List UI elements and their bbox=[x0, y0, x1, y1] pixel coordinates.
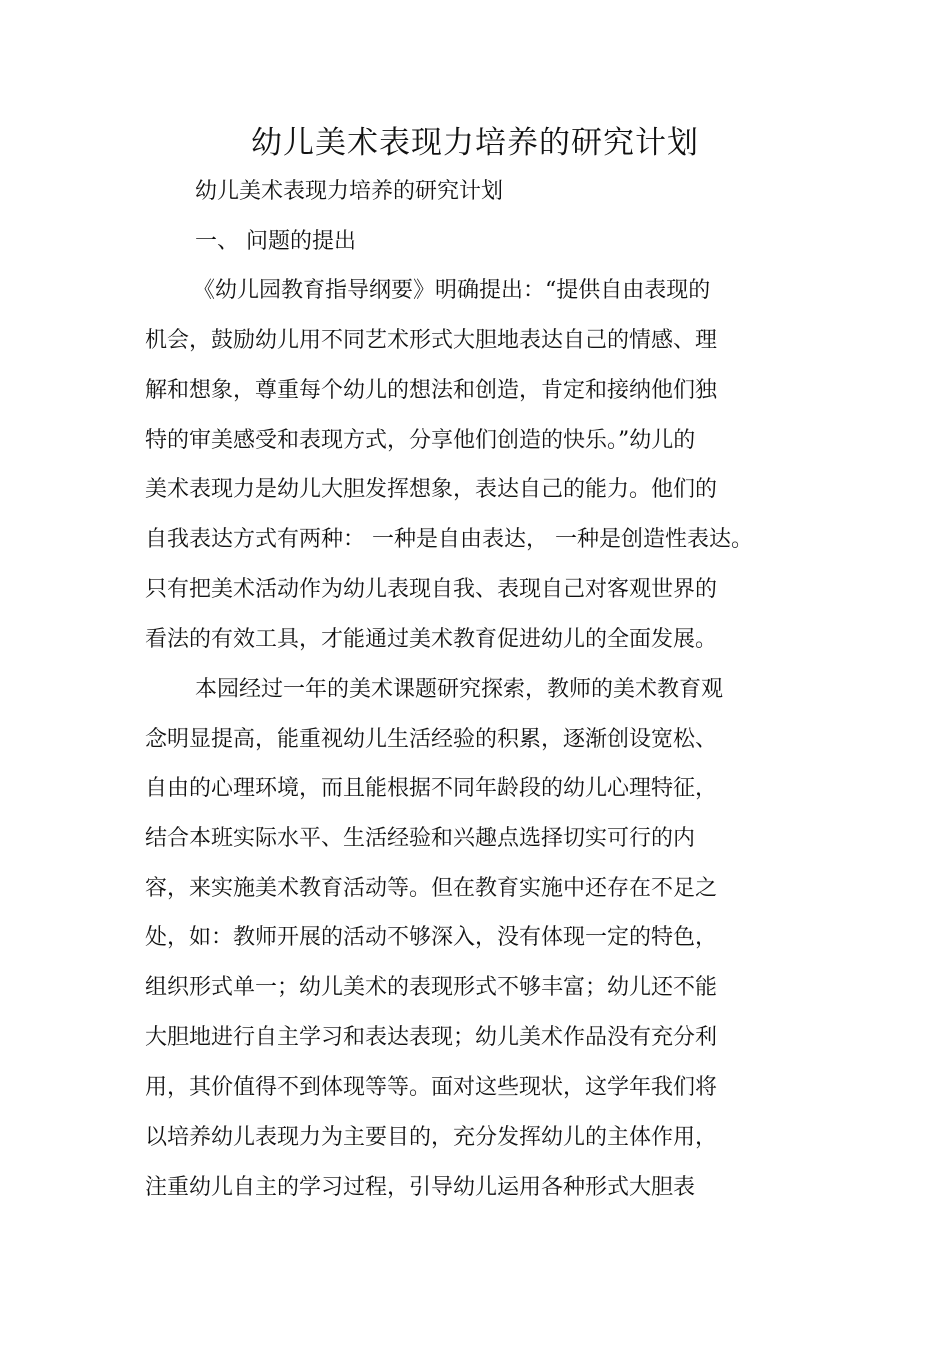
paragraph-line: 机会，鼓励幼儿用不同艺术形式大胆地表达自己的情感、理 bbox=[145, 328, 718, 353]
document-subtitle: 幼儿美术表现力培养的研究计划 bbox=[195, 179, 504, 204]
paragraph-line: 看法的有效工具，才能通过美术教育促进幼儿的全面发展。 bbox=[145, 627, 718, 652]
paragraph-line: 以培养幼儿表现力为主要目的，充分发挥幼儿的主体作用， bbox=[145, 1125, 718, 1150]
paragraph-line: 组织形式单一；幼儿美术的表现形式不够丰富；幼儿还不能 bbox=[145, 975, 718, 1000]
paragraph-line: 大胆地进行自主学习和表达表现；幼儿美术作品没有充分利 bbox=[145, 1025, 718, 1050]
paragraph-line: 容，来实施美术教育活动等。但在教育实施中还存在不足之 bbox=[145, 876, 718, 901]
paragraph-line: 用，其价值得不到体现等等。面对这些现状，这学年我们将 bbox=[145, 1075, 718, 1100]
paragraph-line: 结合本班实际水平、生活经验和兴趣点选择切实可行的内 bbox=[145, 826, 696, 851]
paragraph-line: 自由的心理环境，而且能根据不同年龄段的幼儿心理特征， bbox=[145, 776, 718, 801]
paragraph-line: 美术表现力是幼儿大胆发挥想象，表达自己的能力。他们的 bbox=[145, 477, 718, 502]
paragraph-line: 本园经过一年的美术课题研究探索，教师的美术教育观 bbox=[195, 677, 724, 702]
paragraph-line: 特的审美感受和表现方式，分享他们创造的快乐。”幼儿的 bbox=[145, 428, 696, 453]
document-title: 幼儿美术表现力培养的研究计划 bbox=[251, 125, 699, 161]
paragraph-line: 自我表达方式有两种： 一种是自由表达， 一种是创造性表达。 bbox=[145, 527, 753, 552]
paragraph-line: 解和想象，尊重每个幼儿的想法和创造，肯定和接纳他们独 bbox=[145, 378, 718, 403]
paragraph-line: 注重幼儿自主的学习过程，引导幼儿运用各种形式大胆表 bbox=[145, 1175, 696, 1200]
paragraph-line: 只有把美术活动作为幼儿表现自我、表现自己对客观世界的 bbox=[145, 577, 718, 602]
paragraph-line: 《幼儿园教育指导纲要》明确提出：“提供自由表现的 bbox=[193, 278, 711, 303]
section-heading: 一、 问题的提出 bbox=[195, 229, 356, 254]
paragraph-line: 处，如：教师开展的活动不够深入，没有体现一定的特色， bbox=[145, 925, 718, 950]
paragraph-line: 念明显提高，能重视幼儿生活经验的积累，逐渐创设宽松、 bbox=[145, 727, 718, 752]
